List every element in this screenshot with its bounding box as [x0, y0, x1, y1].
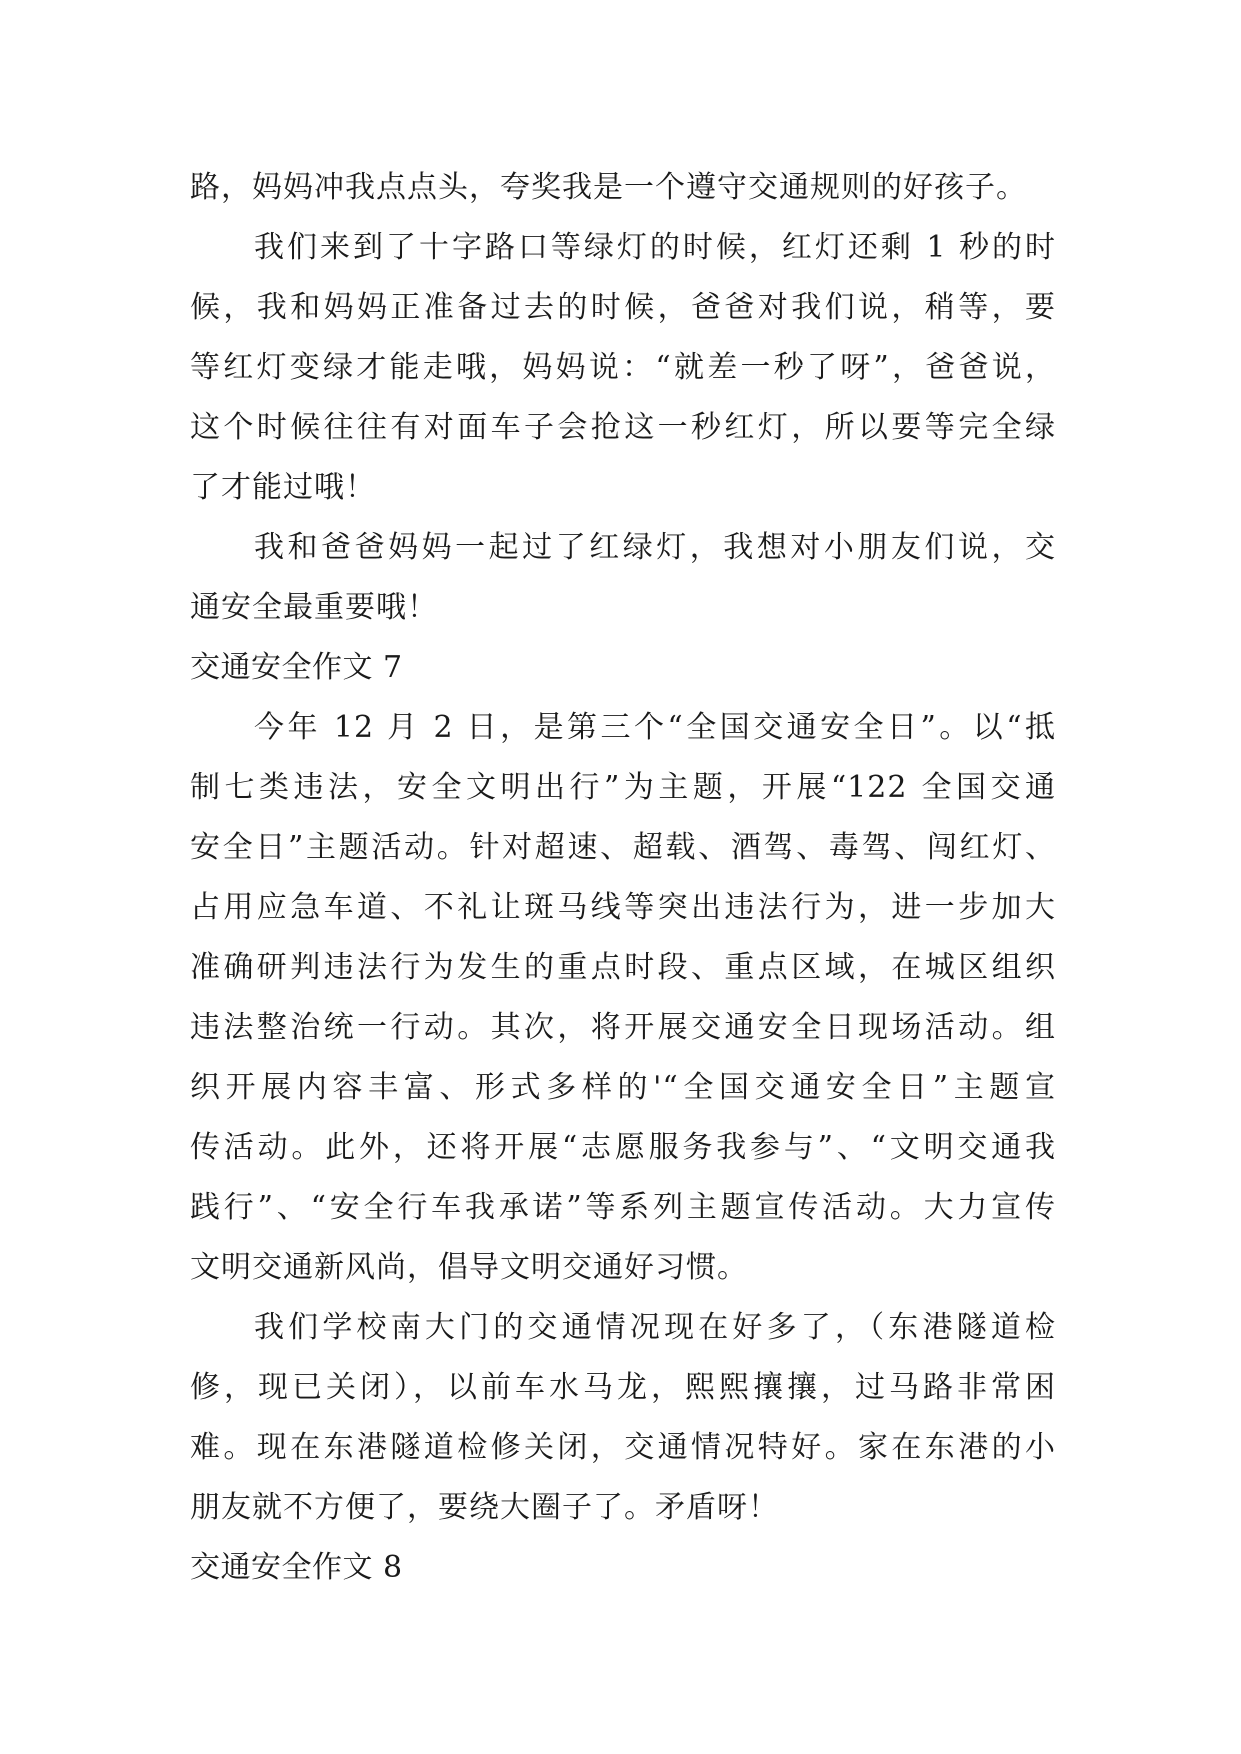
text-line: 传活动。此外，还将开展“志愿服务我参与”、“文明交通我: [190, 1130, 1056, 1165]
text-line: 安全日”主题活动。针对超速、超载、酒驾、毒驾、闯红灯、: [190, 830, 1056, 865]
section-heading: 交通安全作文 7: [190, 650, 403, 685]
text-line: 我们来到了十字路口等绿灯的时候，红灯还剩 1 秒的时: [254, 230, 1056, 265]
text-line: 准确研判违法行为发生的重点时段、重点区域，在城区组织: [190, 950, 1056, 985]
text-line: 候，我和妈妈正准备过去的时候，爸爸对我们说，稍等，要: [190, 290, 1056, 325]
section-heading: 交通安全作文 8: [190, 1550, 403, 1585]
paragraph: [190, 518, 1056, 638]
text-line: 践行”、“安全行车我承诺”等系列主题宣传活动。大力宣传: [190, 1190, 1056, 1225]
text-line: 制七类违法，安全文明出行”为主题，开展“122 全国交通: [190, 770, 1056, 805]
text-line: 违法整治统一行动。其次，将开展交通安全日现场活动。组: [190, 1010, 1056, 1045]
text-line: 了才能过哦！: [190, 470, 376, 505]
paragraph: [190, 158, 1056, 218]
paragraph: [190, 218, 1056, 518]
text-line: 今年 12 月 2 日，是第三个“全国交通安全日”。以“抵: [254, 710, 1056, 745]
text-line: 占用应急车道、不礼让斑马线等突出违法行为，进一步加大: [190, 890, 1056, 925]
paragraph: [190, 698, 1056, 1298]
document-body: [190, 158, 1056, 1598]
paragraph: [190, 1298, 1056, 1538]
text-line: 朋友就不方便了，要绕大圈子了。矛盾呀！: [190, 1490, 779, 1525]
text-line: 这个时候往往有对面车子会抢这一秒红灯，所以要等完全绿: [190, 410, 1056, 445]
text-line: 修，现已关闭），以前车水马龙，熙熙攘攘，过马路非常困: [190, 1370, 1056, 1405]
text-line: 难。现在东港隧道检修关闭，交通情况特好。家在东港的小: [190, 1430, 1056, 1465]
text-line: 文明交通新风尚，倡导文明交通好习惯。: [190, 1250, 748, 1285]
text-line: 等红灯变绿才能走哦，妈妈说：“就差一秒了呀”，爸爸说，: [190, 350, 1056, 385]
text-line: 路，妈妈冲我点点头，夸奖我是一个遵守交通规则的好孩子。: [190, 170, 1027, 205]
text-line: 通安全最重要哦！: [190, 590, 438, 625]
text-line: 我们学校南大门的交通情况现在好多了，（东港隧道检: [254, 1310, 1056, 1345]
text-line: 我和爸爸妈妈一起过了红绿灯，我想对小朋友们说，交: [254, 530, 1056, 565]
text-line: 织开展内容丰富、形式多样的'“全国交通安全日”主题宣: [190, 1070, 1056, 1105]
